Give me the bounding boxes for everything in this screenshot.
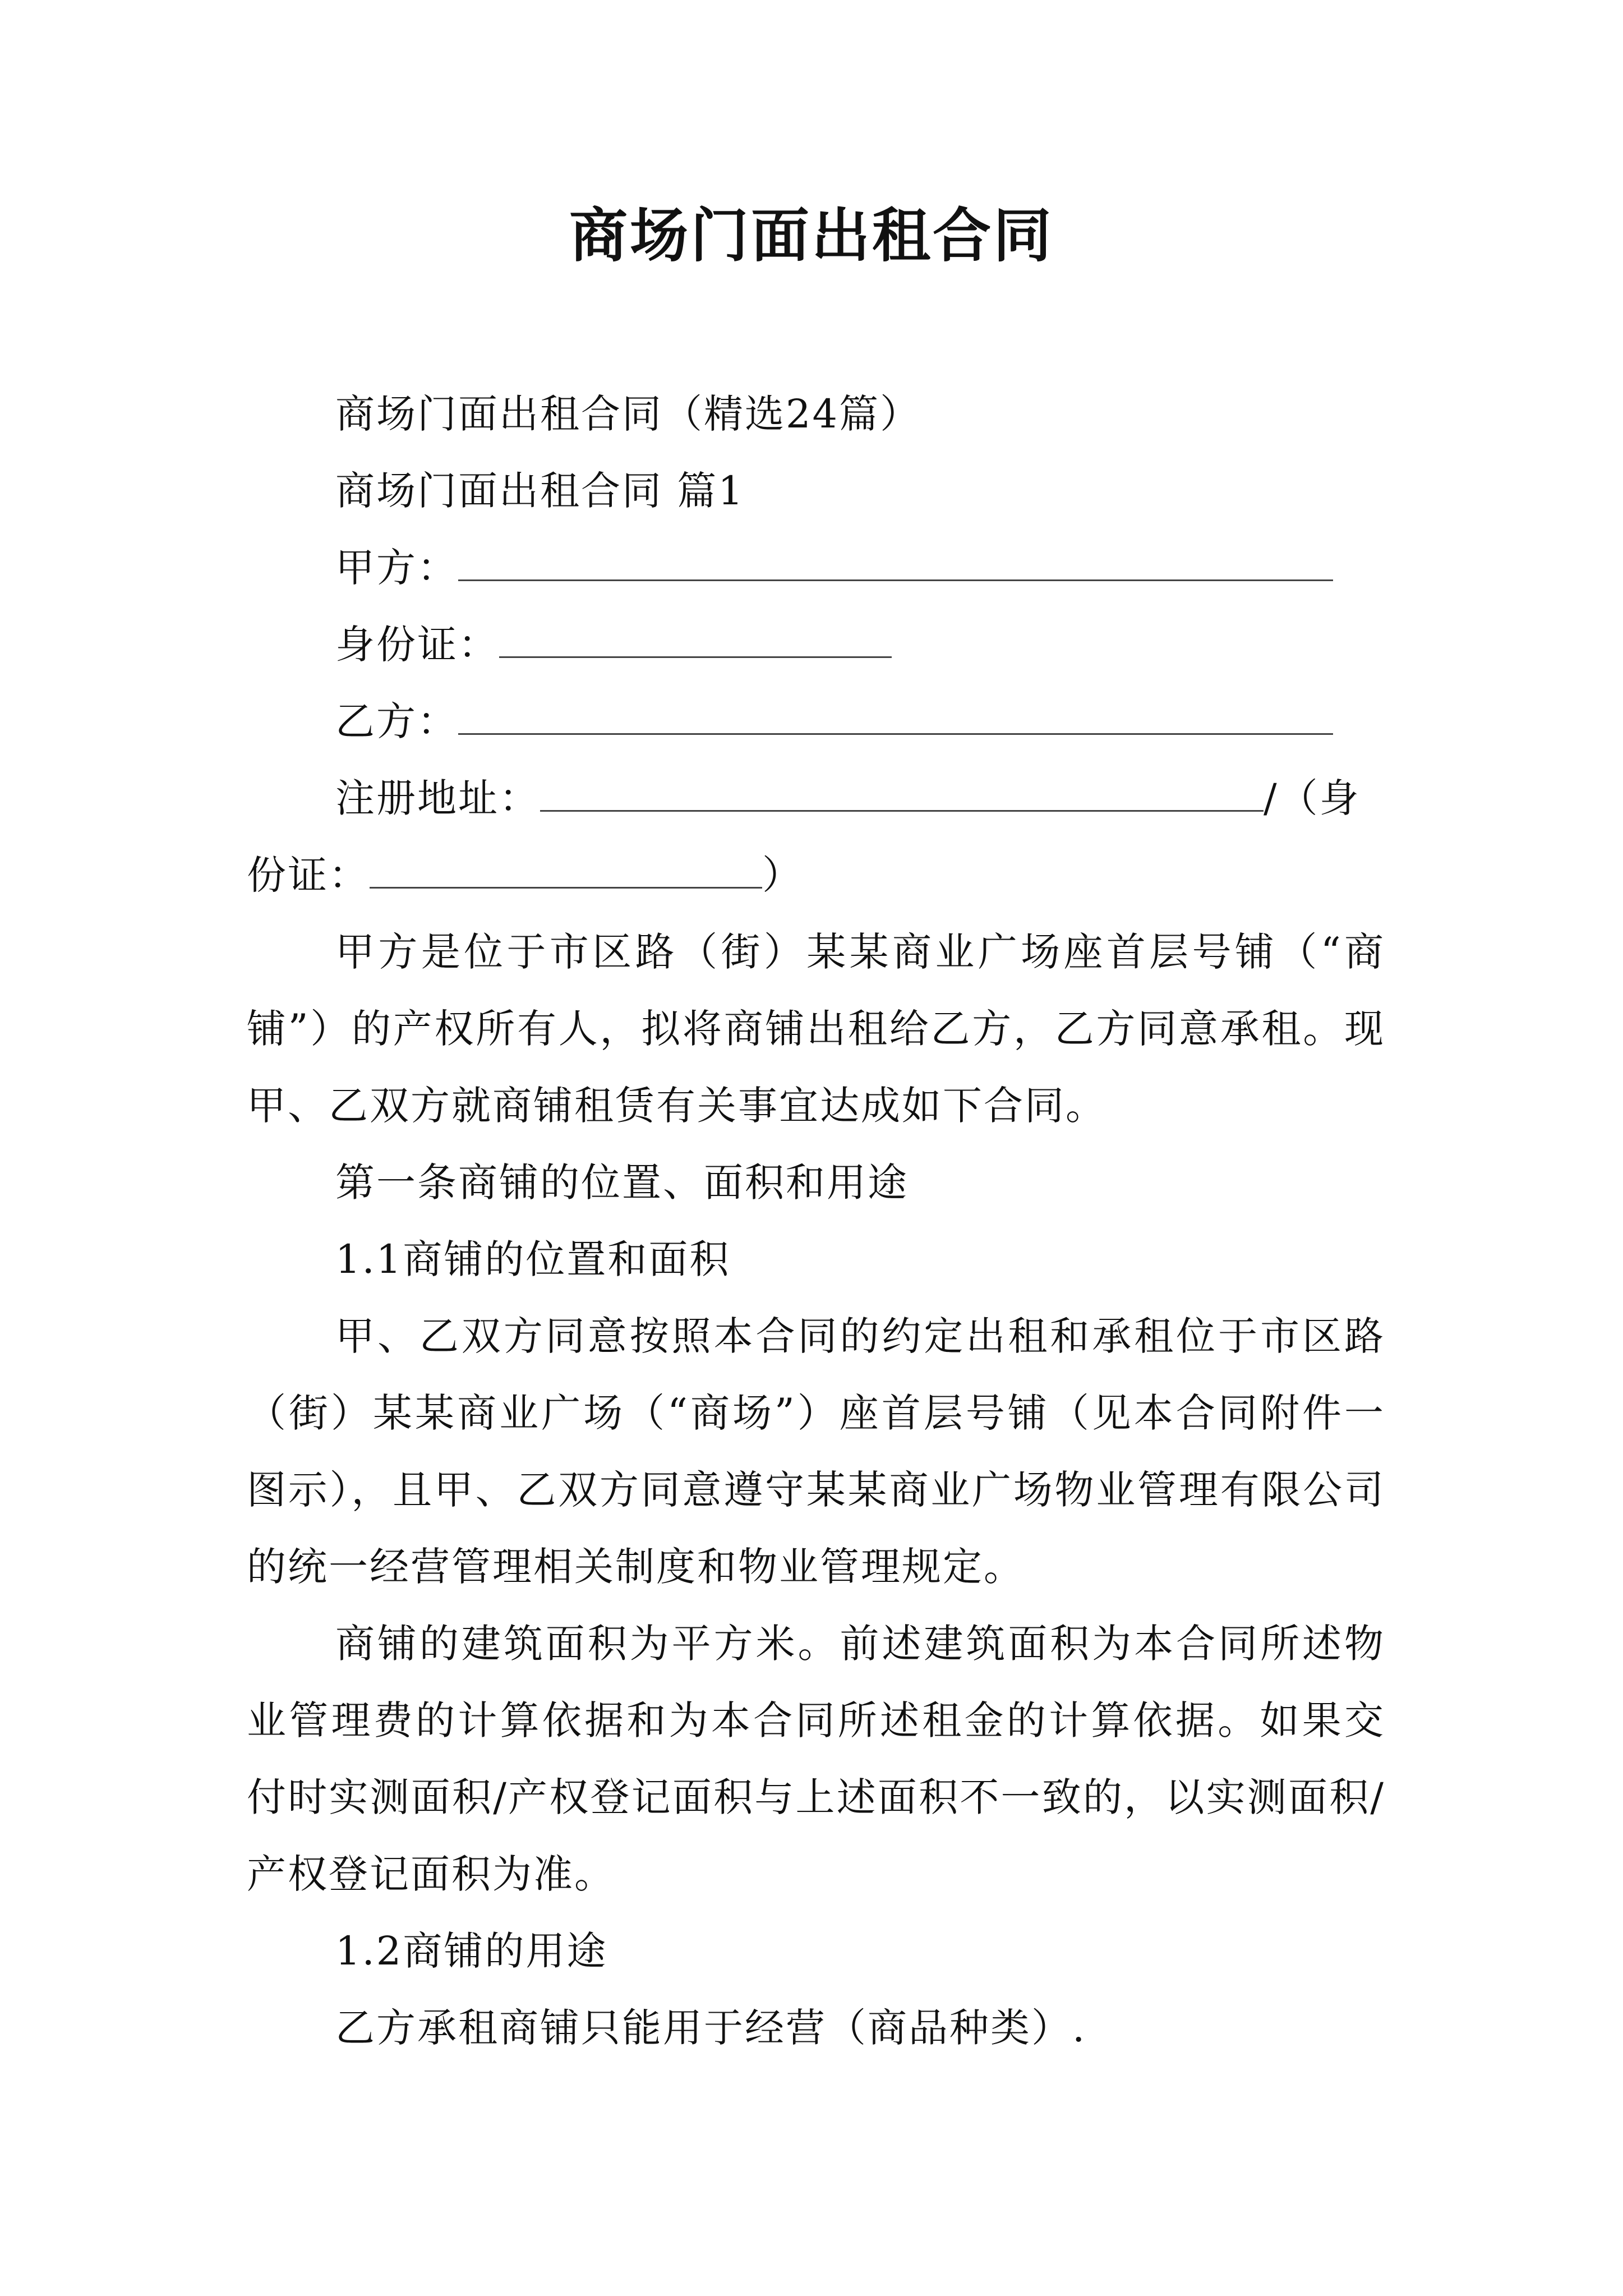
id2-suffix: ） <box>762 852 803 898</box>
address-field <box>247 760 1385 837</box>
document-body <box>247 376 1385 2067</box>
id-field <box>247 606 1385 683</box>
section-heading: 商场门面出租合同 篇1 <box>335 468 745 514</box>
address-blank[interactable] <box>540 765 1264 812</box>
party-b-field <box>247 683 1385 760</box>
article1-heading: 第一条商铺的位置、面积和用途 <box>335 1159 909 1205</box>
party-b-label: 乙方： <box>335 698 458 744</box>
id2-label: 份证： <box>247 852 370 898</box>
party-a-field <box>247 530 1385 606</box>
document-title: 商场门面出租合同 <box>569 201 1054 270</box>
id2-field <box>247 837 1385 914</box>
clause-1-1-text: 甲、乙双方同意按照本合同的约定出租和承租位于市区路（街）某某商业广场（“商场”）座首层号铺（见本合同附件一图示），且甲、乙双方同意遵守某某商业广场物业管理有限公司的统一经营管理相关制度和物业管理规定。 <box>247 1313 1385 1590</box>
subtitle: 商场门面出租合同（精选24篇） <box>335 391 921 437</box>
party-b-blank[interactable] <box>458 688 1333 735</box>
area-paragraph: 商铺的建筑面积为平方米。前述建筑面积为本合同所述物业管理费的计算依据和为本合同所述租金的计算依据。如果交付时实测面积/产权登记面积与上述面积不一致的，以实测面积/产权登记面积为准。 <box>247 1621 1385 1897</box>
id2-blank[interactable] <box>370 842 762 889</box>
clause-1-2-text: 乙方承租商铺只能用于经营（商品种类）. <box>335 2005 1087 2051</box>
party-a-blank[interactable] <box>458 535 1333 581</box>
intro-paragraph: 甲方是位于市区路（街）某某商业广场座首层号铺（“商铺”）的产权所有人，拟将商铺出租给乙方，乙方同意承租。现甲、乙双方就商铺租赁有关事宜达成如下合同。 <box>247 929 1385 1129</box>
party-a-label: 甲方： <box>335 545 458 591</box>
address-suffix: /（身 <box>1264 775 1361 821</box>
clause-1-1-heading: 1.1商铺的位置和面积 <box>335 1236 731 1282</box>
address-label: 注册地址： <box>335 775 540 821</box>
id-label: 身份证： <box>335 622 499 668</box>
clause-1-2-heading: 1.2商铺的用途 <box>335 1928 608 1974</box>
id-blank[interactable] <box>499 611 892 658</box>
